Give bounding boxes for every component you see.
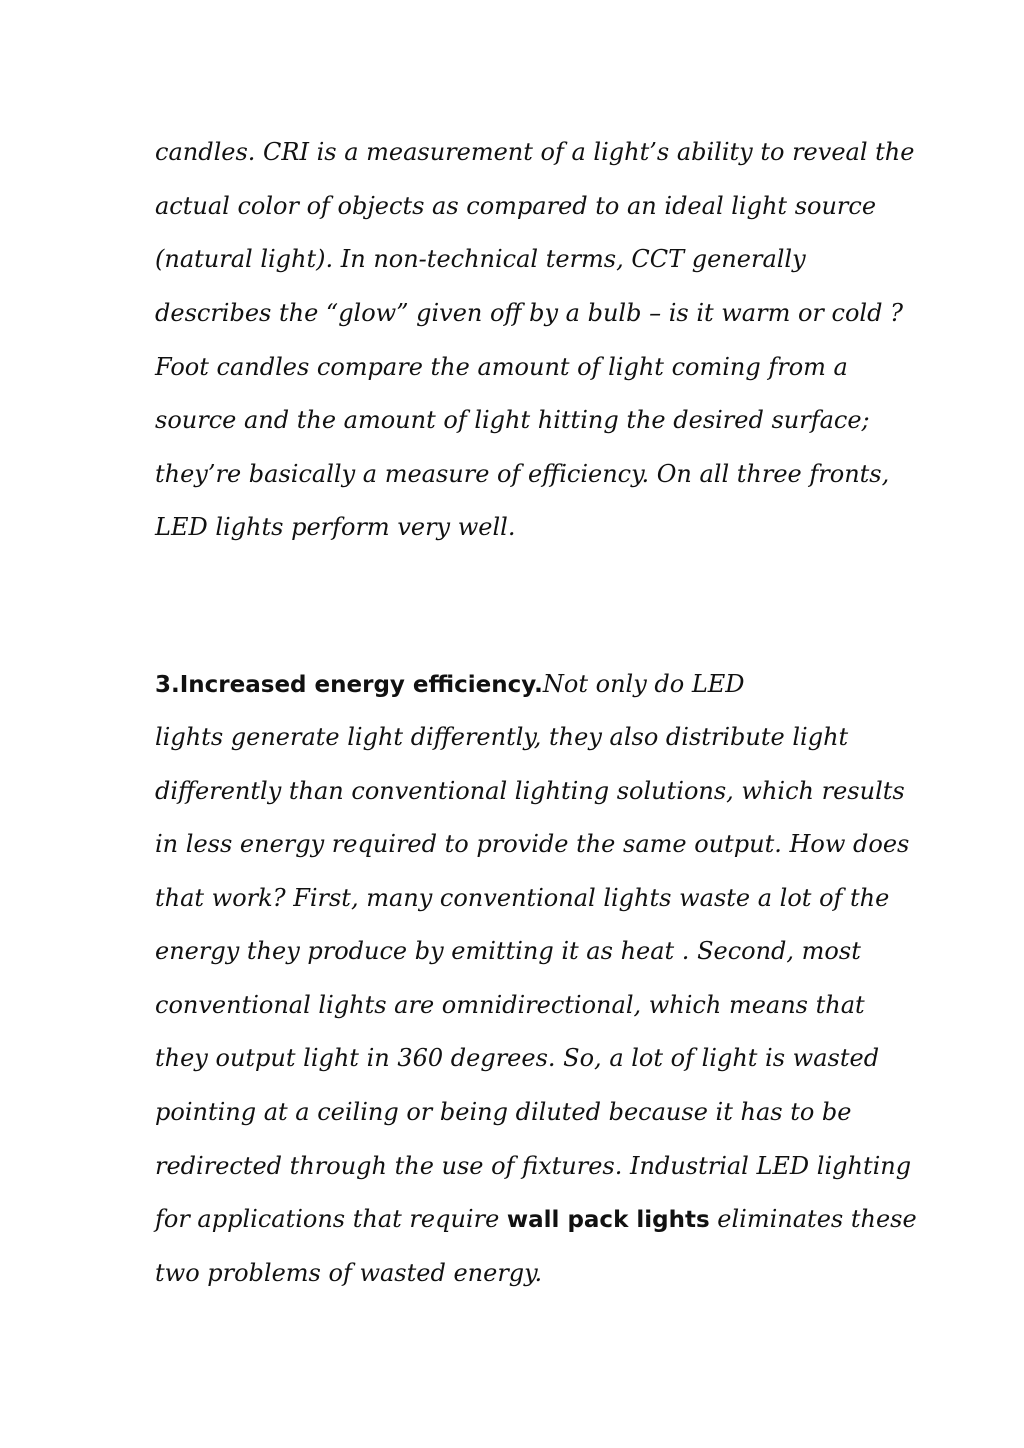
section3-line-6: energy they produce by emitting it as heat . Second, most bbox=[155, 937, 861, 965]
section3-line2-part1: lights bbox=[155, 723, 231, 751]
paragraph1-line-2: actual color of objects as compared to an ideal light source bbox=[155, 192, 877, 220]
section3-line-5: that work? First, many conventional lights waste a lot of the bbox=[155, 884, 890, 912]
paragraph1-line-1: candles. CRI is a measurement of a light’s ability to reveal the bbox=[155, 138, 915, 166]
section3-line-7: conventional lights are omnidirectional, which means that bbox=[155, 991, 865, 1019]
section3-line-10: redirected through the use of fixtures. Industrial LED lighting bbox=[155, 1152, 912, 1180]
wall-pack-lights-link: wall pack lights bbox=[506, 1207, 710, 1233]
section3-line2-part3: light bbox=[784, 723, 849, 751]
section3-line-2 bbox=[155, 722, 848, 752]
emphasis-generate: generate bbox=[230, 723, 340, 751]
section3-line2-part2: light differently, they also bbox=[339, 723, 666, 751]
section3-line-8: they output light in 360 degrees. So, a lot of light is wasted bbox=[155, 1044, 880, 1072]
section3-line11-part1: for applications that require bbox=[155, 1205, 507, 1233]
section3-line-3: differently than conventional lighting solutions, which results bbox=[155, 777, 905, 805]
section3-line-4: in less energy required to provide the same output. How does bbox=[155, 830, 910, 858]
paragraph1-line-7: they’re basically a measure of efficiency. On all three fronts, bbox=[155, 460, 890, 488]
emphasis-distribute: distribute bbox=[665, 723, 785, 751]
paragraph1-line-4: describes the “glow” given off by a bulb – is it warm or cold ? bbox=[155, 299, 903, 327]
section3-line-9: pointing at a ceiling or being diluted because it has to be bbox=[155, 1098, 852, 1126]
paragraph1-line-3: (natural light). In non-technical terms, CCT generally bbox=[155, 245, 806, 273]
section3-last-line: two problems of wasted energy. bbox=[155, 1259, 543, 1287]
section3-line11-part2: eliminates these bbox=[709, 1205, 917, 1233]
section3-heading-line bbox=[155, 669, 745, 700]
section3-heading-tail: Not only do LED bbox=[542, 670, 745, 698]
paragraph1-line-8: LED lights perform very well. bbox=[155, 513, 516, 541]
paragraph1-line-5: Foot candles compare the amount of light coming from a bbox=[155, 353, 848, 381]
section3-heading: 3.Increased energy efficiency. bbox=[155, 672, 543, 698]
paragraph1-line-6: source and the amount of light hitting the desired surface; bbox=[155, 406, 870, 434]
section3-line-11 bbox=[155, 1204, 917, 1235]
